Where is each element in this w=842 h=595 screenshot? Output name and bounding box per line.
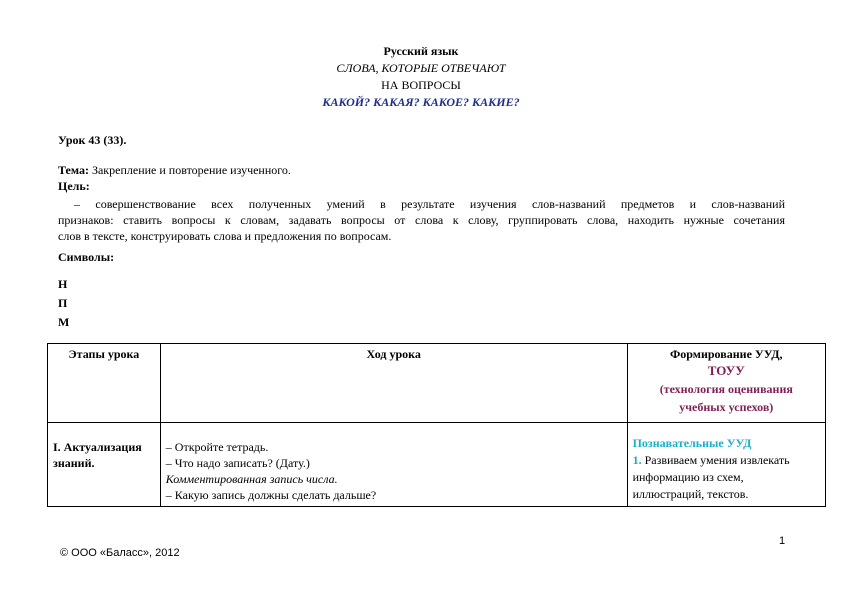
title-line-2: НА ВОПРОСЫ: [381, 78, 461, 92]
title-line-1: СЛОВА, КОТОРЫЕ ОТВЕЧАЮТ: [336, 61, 506, 75]
symbol-m: М: [58, 315, 70, 329]
goal-text: [58, 196, 785, 244]
uud-number: 1.: [632, 453, 642, 467]
goal-label: Цель:: [58, 179, 90, 193]
subject-heading: Русский язык: [383, 44, 459, 58]
header-uud-line1: Формирование УУД,: [670, 347, 783, 361]
stage-line2: знаний.: [53, 456, 95, 470]
topic-text: Закрепление и повторение изученного.: [88, 163, 291, 177]
page-number: 1: [779, 535, 786, 547]
lesson-number: Урок 43 (33).: [58, 133, 127, 147]
copyright-footer: © ООО «Баласс», 2012: [60, 547, 180, 559]
symbols-label: Символы:: [58, 250, 115, 264]
stage-cell: [48, 423, 161, 507]
progress-line: Комментированная запись числа.: [165, 472, 338, 486]
header-stages: Этапы урока: [48, 344, 161, 423]
header-progress: Ход урока: [160, 344, 627, 423]
uud-text: Развиваем умения извлекать: [641, 453, 790, 467]
goal-line: признаков: ставить вопросы к словам, задавать вопросы от слова к слову, группировать слова, находить нужные сочетания: [58, 213, 785, 227]
lesson-table: [47, 343, 826, 507]
progress-line: – Что надо записать? (Дату.): [165, 456, 310, 470]
progress-line: – Какую запись должны сделать дальше?: [165, 488, 377, 502]
header-touu: ТОУУ: [707, 363, 745, 378]
progress-line: – Откройте тетрадь.: [165, 440, 269, 454]
symbol-p: П: [58, 296, 68, 310]
uud-line: [633, 452, 820, 469]
stage-line1: I. Актуализация: [53, 440, 142, 454]
topic-label: Тема:: [58, 163, 89, 177]
title-line-3: КАКОЙ? КАКАЯ? КАКОЕ? КАКИЕ?: [322, 95, 520, 109]
goal-line: – совершенствование всех полученных умений в результате изучения слов-названий предметов и слов-названий: [74, 197, 785, 211]
header-touu-desc2: учебных успехов): [679, 400, 774, 414]
uud-line: иллюстраций, текстов.: [632, 487, 749, 501]
uud-cell: [627, 423, 825, 507]
topic-line: [58, 163, 291, 178]
table-row: [48, 423, 826, 507]
header-uud: [627, 344, 825, 423]
uud-title: Познавательные УУД: [632, 436, 752, 450]
header-touu-desc1: (технология оценивания: [659, 382, 793, 396]
goal-line: слов в тексте, конструировать слова и предложения по вопросам.: [58, 229, 392, 243]
table-header-row: [48, 344, 826, 423]
symbol-n: Н: [58, 277, 68, 291]
uud-line: информацию из схем,: [632, 470, 744, 484]
progress-cell: [160, 423, 627, 507]
